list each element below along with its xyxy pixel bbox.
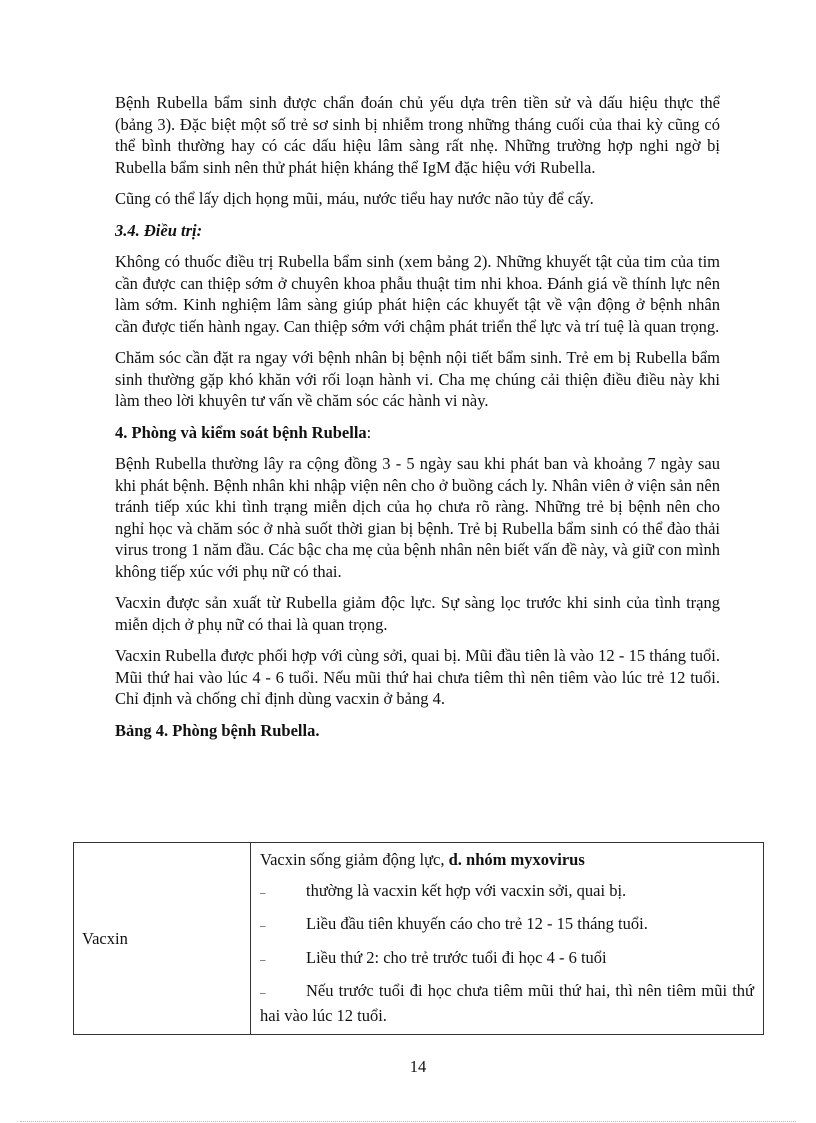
- paragraph-care: Chăm sóc cần đặt ra ngay với bệnh nhân bị bệnh nội tiết bẩm sinh. Trẻ em bị Rubella bẩm sinh thường gặp khó khăn với rối loạn hành vi. Cha mẹ chúng cải thiện điều điều này khi làm theo lời khuyên tư vấn về chăm sóc các hành vi này.: [115, 348, 720, 410]
- list-item-text: Liều đầu tiên khuyến cáo cho trẻ 12 - 15 tháng tuổi.: [306, 914, 648, 933]
- dash-bullet-icon: –: [260, 886, 266, 899]
- list-item: [260, 980, 754, 1026]
- table-caption: Bảng 4. Phòng bệnh Rubella.: [115, 720, 320, 740]
- paragraph-culture: Cũng có thể lấy dịch họng mũi, máu, nước tiểu hay nước não tủy để cấy.: [115, 189, 594, 208]
- vaccine-intro: [260, 849, 754, 871]
- paragraph-transmission: Bệnh Rubella thường lây ra cộng đồng 3 - 5 ngày sau khi phát ban và khoảng 7 ngày sau khi phát bệnh. Bệnh nhân khi nhập viện nên cho ở buồng cách ly. Nhân viên ở viện sản nên tránh tiếp xúc khi tình trạng miễn dịch của họ chưa rõ ràng. Những trẻ bị bệnh nên cho nghỉ học và chăm sóc ở nhà suốt thời gian bị bệnh. Trẻ bị Rubella bẩm sinh có thể đào thải virus trong 1 năm đầu. Các bậc cha mẹ của bệnh nhân nên biết vấn đề này, và giữ con mình không tiếp xúc với phụ nữ có thai.: [115, 454, 720, 581]
- list-item: [260, 913, 754, 938]
- section-heading-prevention: [115, 422, 720, 444]
- section-heading-treatment: 3.4. Điều trị:: [115, 220, 203, 240]
- document-body: [115, 92, 720, 749]
- list-item-text: thường là vacxin kết hợp với vacxin sởi, quai bị.: [306, 880, 627, 900]
- dash-bullet-icon: –: [260, 987, 266, 999]
- table-row: [74, 843, 764, 1035]
- vaccine-intro-bold: d. nhóm myxovirus: [448, 850, 585, 869]
- section-heading-prevention-text: 4. Phòng và kiểm soát bệnh Rubella: [115, 422, 367, 442]
- dash-bullet-icon: –: [260, 920, 266, 932]
- paragraph-vaccine-production: Vacxin được sản xuất từ Rubella giảm độc lực. Sự sàng lọc trước khi sinh của tình trạng miễn dịch ở phụ nữ có thai là quan trọng.: [115, 593, 720, 634]
- table-row-label: Vacxin: [74, 843, 251, 1035]
- paragraph-diagnosis: Bệnh Rubella bẩm sinh được chẩn đoán chủ yếu dựa trên tiền sử và dấu hiệu thực thể (bảng 3). Đặc biệt một số trẻ sơ sinh bị nhiễm trong những tháng cuối của thai kỳ cũng có thể bình thường hay có các dấu hiệu lâm sàng rất nhẹ. Những trường hợp nghi ngờ bị Rubella bẩm sinh nên thử phát hiện kháng thể IgM đặc hiệu với Rubella.: [115, 93, 720, 177]
- vaccine-intro-plain: Vacxin sống giảm động lực,: [260, 850, 449, 869]
- list-item: [260, 880, 754, 905]
- paragraph-treatment: Không có thuốc điều trị Rubella bẩm sinh (xem bảng 2). Những khuyết tật của tim của tim cần được can thiệp sớm ở chuyên khoa phẫu thuật tim nhi khoa. Đánh giá về thính lực nên làm sớm. Kinh nghiệm lâm sàng giúp phát hiện các khuyết tật về vận động ở bệnh nhân cần được tiến hành ngay. Can thiệp sớm với chậm phát triển thể lực và trí tuệ là quan trọng.: [115, 252, 720, 336]
- paragraph-vaccine-schedule: Vacxin Rubella được phối hợp với cùng sởi, quai bị. Mũi đầu tiên là vào 12 - 15 tháng tuổi. Mũi thứ hai vào lúc 4 - 6 tuổi. Nếu mũi thứ hai chưa tiêm thì nên tiêm vào lúc trẻ 12 tuổi. Chỉ định và chống chỉ định dùng vacxin ở bảng 4.: [115, 646, 720, 708]
- list-item-text: Nếu trước tuổi đi học chưa tiêm mũi thứ hai, thì nên tiêm mũi thứ hai vào lúc 12 tuổi.: [260, 981, 754, 1025]
- dash-bullet-icon: –: [260, 953, 266, 966]
- page-number: 14: [409, 1057, 427, 1076]
- table-row-content: [251, 843, 764, 1035]
- prevention-table: [73, 842, 764, 1035]
- section-heading-prevention-colon: :: [366, 422, 372, 442]
- footer-divider: [20, 1121, 796, 1122]
- list-item: [260, 947, 754, 972]
- list-item-text: Liều thứ 2: cho trẻ trước tuổi đi học 4 - 6 tuổi: [306, 947, 607, 967]
